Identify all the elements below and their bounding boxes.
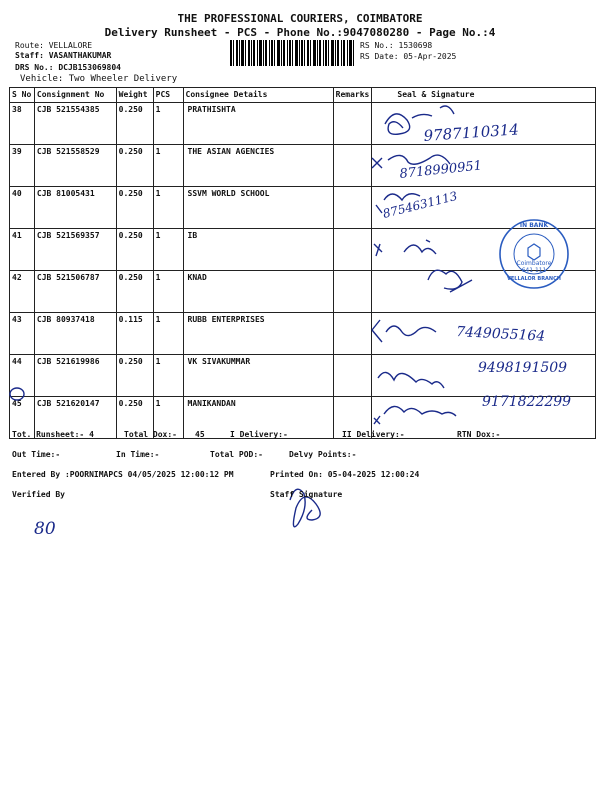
signature-45-icon bbox=[374, 406, 456, 424]
total-dox-label: Total Dox:- bbox=[124, 430, 177, 439]
cell-consignee: THE ASIAN AGENCIES bbox=[183, 145, 333, 187]
vehicle-text: Vehicle: Two Wheeler Delivery bbox=[20, 74, 178, 84]
cell-consignee: KNAD bbox=[183, 271, 333, 313]
circle-mark-icon bbox=[10, 388, 24, 400]
delvy-points-label: Delvy Points:- bbox=[289, 450, 357, 459]
cell-weight: 0.250 bbox=[116, 397, 153, 439]
col-header-signature: Seal & Signature bbox=[372, 88, 596, 103]
hand-phone-40: 8754631113 bbox=[381, 188, 459, 221]
cell-sno: 38 bbox=[10, 103, 35, 145]
cell-consignee: PRATHISHTA bbox=[183, 103, 333, 145]
ii-delivery-label: II Delivery:- bbox=[342, 430, 405, 439]
signature-43-icon bbox=[372, 320, 436, 342]
verified-mark: 80 bbox=[34, 519, 56, 539]
cell-weight: 0.115 bbox=[116, 313, 153, 355]
cell-consignment: CJB 521620147 bbox=[34, 397, 116, 439]
cell-pcs: 1 bbox=[153, 313, 183, 355]
cell-pcs: 1 bbox=[153, 145, 183, 187]
cell-sno: 44 bbox=[10, 355, 35, 397]
stamp-line1: IN BANK bbox=[519, 222, 549, 229]
cell-consignment: CJB 521619986 bbox=[34, 355, 116, 397]
i-delivery-label: I Delivery:- bbox=[230, 430, 288, 439]
cell-consignee: MANIKANDAN bbox=[183, 397, 333, 439]
col-header-consignment: Consignment No bbox=[34, 88, 116, 103]
rs-no-text: RS No.: 1530698 bbox=[360, 41, 433, 50]
stamp-line2: Coimbatore bbox=[516, 260, 552, 267]
rtn-dox-label: RTN Dox:- bbox=[457, 430, 501, 439]
entered-by-text: Entered By :POORNIMAPCS 04/05/2025 12:00:12 PM bbox=[12, 470, 234, 479]
cell-sno: 40 bbox=[10, 187, 35, 229]
cell-consignment: CJB 80937418 bbox=[34, 313, 116, 355]
verified-by-label: Verified By bbox=[12, 490, 65, 499]
cell-sno: 42 bbox=[10, 271, 35, 313]
cell-consignment: CJB 521569357 bbox=[34, 229, 116, 271]
hand-phone-39: 8718990951 bbox=[398, 158, 483, 182]
cell-consignee: SSVM WORLD SCHOOL bbox=[183, 187, 333, 229]
cell-consignee: IB bbox=[183, 229, 333, 271]
cell-pcs: 1 bbox=[153, 397, 183, 439]
in-time-label: In Time:- bbox=[116, 450, 160, 459]
cell-pcs: 1 bbox=[153, 355, 183, 397]
cell-consignment: CJB 521554385 bbox=[34, 103, 116, 145]
bank-seal-stamp bbox=[498, 218, 570, 290]
cell-sno: 45 bbox=[10, 397, 35, 439]
cell-sno: 41 bbox=[10, 229, 35, 271]
cell-weight: 0.250 bbox=[116, 355, 153, 397]
signature-44-icon bbox=[378, 372, 444, 388]
cell-weight: 0.250 bbox=[116, 145, 153, 187]
cell-weight: 0.250 bbox=[116, 271, 153, 313]
staff-signature-label: Staff Signature bbox=[270, 490, 343, 499]
cell-weight: 0.250 bbox=[116, 187, 153, 229]
stamp-line4: VELLALOR BRANCH bbox=[507, 276, 561, 282]
hand-phone-45: 9171822299 bbox=[482, 394, 572, 410]
drs-text: DRS No.: DCJB153069804 bbox=[15, 63, 121, 72]
cell-pcs: 1 bbox=[153, 271, 183, 313]
signature-41-icon bbox=[374, 240, 436, 256]
cell-sno: 39 bbox=[10, 145, 35, 187]
cell-weight: 0.250 bbox=[116, 229, 153, 271]
rs-date-text: RS Date: 05-Apr-2025 bbox=[360, 52, 457, 61]
staff-text: Staff: VASANTHAKUMAR bbox=[15, 51, 112, 60]
total-pod-label: Total POD:- bbox=[210, 450, 263, 459]
tot-runsheet: Tot. Runsheet:- 4 bbox=[12, 430, 94, 439]
cell-consignment: CJB 521558529 bbox=[34, 145, 116, 187]
cell-consignee: VK SIVAKUMMAR bbox=[183, 355, 333, 397]
hand-phone-44: 9498191509 bbox=[478, 360, 568, 376]
col-header-consignee: Consignee Details bbox=[183, 88, 333, 103]
cell-sno: 43 bbox=[10, 313, 35, 355]
col-header-pcs: PCS bbox=[153, 88, 183, 103]
cell-consignee: RUBB ENTERPRISES bbox=[183, 313, 333, 355]
cell-weight: 0.250 bbox=[116, 103, 153, 145]
hand-phone-38: 9787110314 bbox=[423, 120, 520, 145]
out-time-label: Out Time:- bbox=[12, 450, 61, 459]
col-header-weight: Weight bbox=[116, 88, 153, 103]
runsheet-subtitle: Delivery Runsheet - PCS - Phone No.:9047080280 - Page No.:4 bbox=[104, 26, 496, 39]
total-dox-value: 45 bbox=[195, 430, 205, 439]
cell-pcs: 1 bbox=[153, 187, 183, 229]
cell-pcs: 1 bbox=[153, 229, 183, 271]
cell-consignment: CJB 81005431 bbox=[34, 187, 116, 229]
company-title: THE PROFESSIONAL COURIERS, COIMBATORE bbox=[177, 12, 423, 25]
route-text: Route: VELLALORE bbox=[15, 41, 93, 50]
hand-phone-43: 7449055164 bbox=[455, 324, 546, 345]
cell-consignment: CJB 521506787 bbox=[34, 271, 116, 313]
col-header-sno: S No bbox=[10, 88, 35, 103]
signature-42-icon bbox=[428, 270, 472, 292]
col-header-remarks: Remarks bbox=[333, 88, 372, 103]
printed-on-text: Printed On: 05-04-2025 12:00:24 bbox=[270, 470, 420, 479]
stamp-line3: 641 111 bbox=[521, 267, 547, 274]
cell-pcs: 1 bbox=[153, 103, 183, 145]
